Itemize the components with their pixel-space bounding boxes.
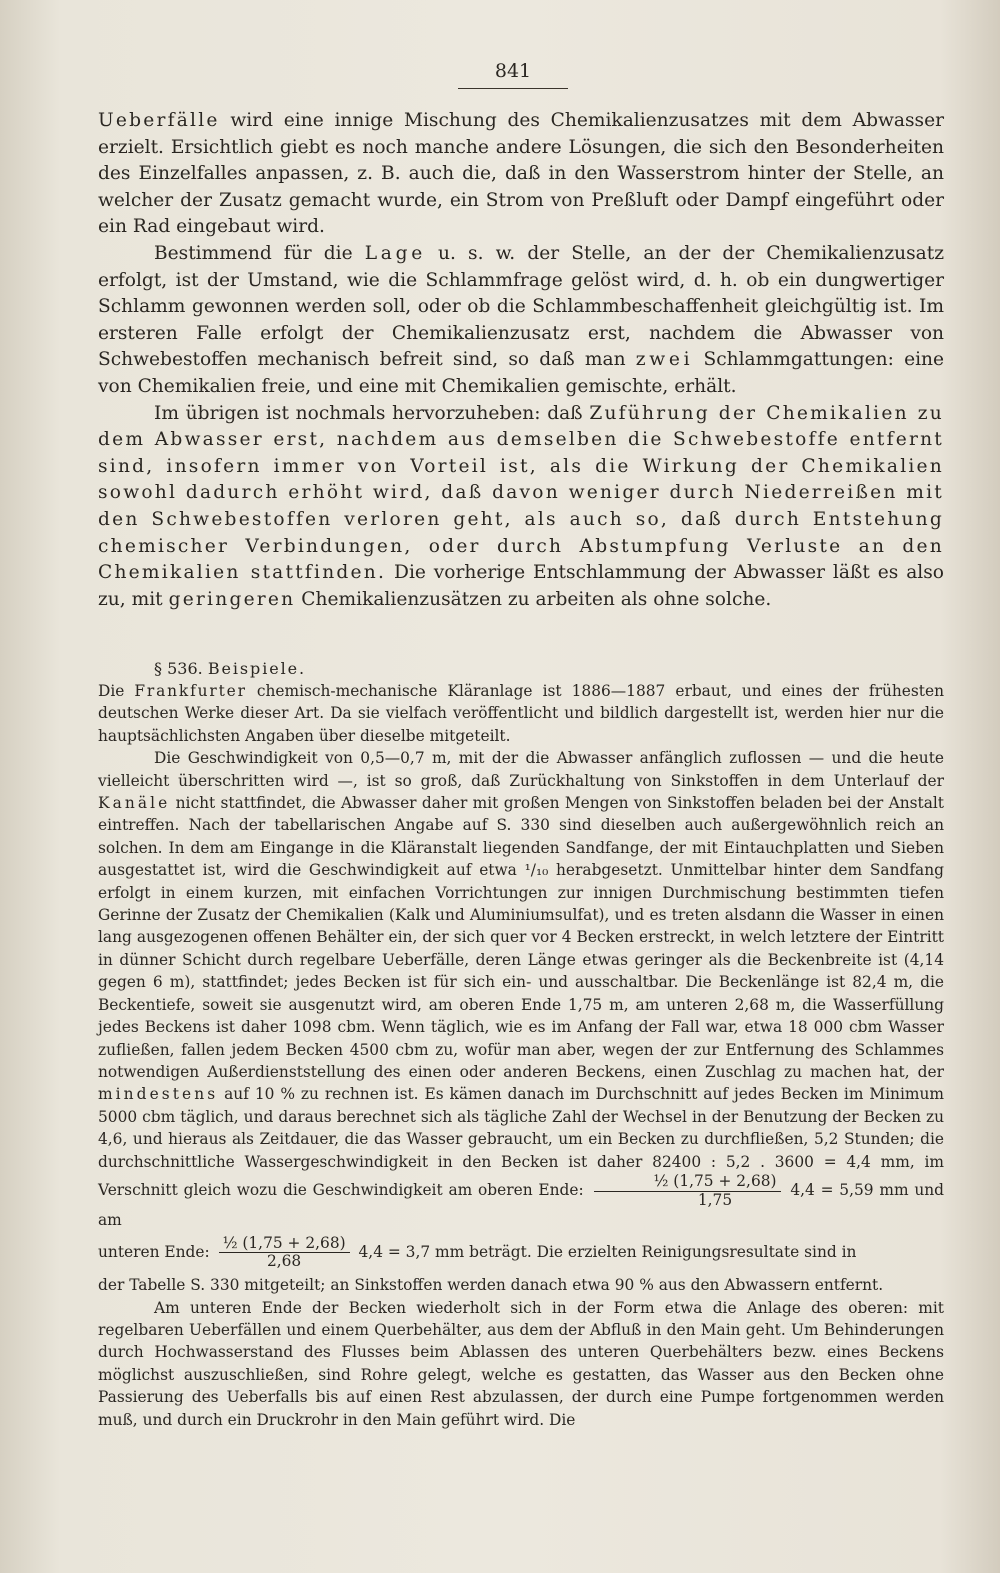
paragraph-frankfurter: Die Frankfurter chemisch-mechanische Kläranlage ist 1886—1887 erbaut, und eines der frühesten deutschen Werke dieser Art. Da sie vielfach veröffentlicht und bildlich dargestellt ist, werden hier nur die hauptsächlichsten Angaben über dieselbe mitgeteilt. [98,682,944,745]
page-number: 841 [458,60,568,89]
paragraph-lage: Bestimmend für die Lage u. s. w. der Stelle, an der der Chemikalienzusatz erfolgt, ist der Umstand, wie die Schlammfrage gelöst wird, d. h. ob ein dungwertiger Schlamm gewonnen werden soll, oder ob die Schlammbeschaffenheit gleichgültig ist. Im ersteren Falle erfolgt der Chemikalienzusatz erst, nachdem die Abwasser von Schwebestoffen mechanisch befreit sind, so daß man zwei Schlammgattungen: eine von Chemikalien freie, und eine mit Chemikalien gemischte, erhält. [98,242,945,397]
section-heading [98,658,944,680]
fraction-lower: $\frac{\text{½ (1,75 + 2,68)}}{2,68}$ [219,1235,350,1271]
section-number: § 536. [154,659,203,678]
equation-lower: unteren Ende: $\frac{\text{½ (1,75 + 2,68)}}{2,68}$ 4,4 = 3,7 mm beträgt. Die erzielten Reinigungsresultate sind in [98,1233,857,1271]
fraction-upper: $\frac{\text{½ (1,75 + 2,68)}}{1,75}$ [594,1173,781,1209]
large-print-section [98,108,944,613]
paragraph-ueberfaelle: Ueberfälle wird eine innige Mischung des Chemikalienzusatzes mit dem Abwasser erzielt. Ersichtlich giebt es noch manche andere Lösungen, die sich den Besonderheiten des Einzelfalles anpassen, z. B. auch die, daß in den Wasserstrom hinter der Stelle, an welcher der Zusatz gemacht wurde, ein Strom von Preßluft oder Dampf eingeführt oder ein Rad eingebaut wird. [98,110,944,238]
paragraph-geschwindigkeit: Die Geschwindigkeit von 0,5—0,7 m, mit der die Abwasser anfänglich zuflossen — und die heute vielleicht überschritten wird —, ist so groß, daß Zurückhaltung von Sinkstoffen in dem Unterlauf der Kanäle nicht stattfindet, die Abwasser daher mit großen Mengen von Sinkstoffen beladen bei der Anstalt eintreffen. Nach der tabellarischen Angabe auf S. 330 sind dieselben auch außergewöhnlich reich an solchen. In dem am Eingange in die Kläranstalt liegenden Sandfange, der mit Eintauchplatten und Sieben ausgestattet ist, wird die Geschwindigkeit auf etwa ¹/₁₀ herabgesetzt. Unmittelbar hinter dem Sandfang erfolgt in einem kurzen, mit einfachen Vorrichtungen zur innigen Durchmischung bestimmten tiefen Gerinne der Zusatz der Chemikalien (Kalk und Aluminiumsulfat), und es treten alsdann die Wasser in einen lang ausgezogenen offenen Behälter ein, der sich quer vor 4 Becken erstreckt, in welch letztere der Eintritt in dünner Schicht durch regelbare Ueberfälle, deren Länge etwas geringer als die Beckenbreite ist (4,14 gegen 6 m), stattfindet; jedes Becken ist für sich ein- und ausschaltbar. Die Beckenlänge ist 82,4 m, die Beckentiefe, soweit sie ausgenutzt wird, am oberen Ende 1,75 m, am unteren 2,68 m, die Wasserfüllung jedes Beckens ist daher 1098 cbm. Wenn täglich, wie es im Anfang der Fall war, etwa 18 000 cbm Wasser zufließen, fallen jedem Becken 4500 cbm zu, wofür man aber, wegen der zur Entfernung des Schlammes notwendigen Außerdienststellung des einen oder anderen Beckens, einen Zuschlag zu machen hat, der mindestens auf 10 % zu rechnen ist. Es kämen danach im Durchschnitt auf jedes Becken im Minimum 5000 cbm täglich, und daraus berechnet sich als tägliche Zahl der Wechsel in der Benutzung der Becken zu 4,6, und hieraus als Zeitdauer, die das Wasser gebraucht, um ein Becken zu durchfließen, 5,2 Stunden; die durchschnittliche Wassergeschwindigkeit in den Becken ist daher 82400 : 5,2 . 3600 = 4,4 mm, im Verschnitt gleich wozu die Geschwindigkeit am oberen Ende: $\frac{\text{½ (1,75 + 2,68)}}{1,75}$ 4,4 = 5,59 mm und am [98,749,945,1230]
paragraph-zufuehrung: Im übrigen ist nochmals hervorzuheben: daß Zuführung der Chemikalien zu dem Abwasser erst, nachdem aus demselben die Schwebestoffe entfernt sind, insofern immer von Vorteil ist, als die Wirkung der Chemikalien sowohl dadurch erhöht wird, daß davon weniger durch Niederreißen mit den Schwebestoffen verloren geht, als auch so, daß durch Entstehung chemischer Verbindungen, oder durch Abstumpfung Verluste an den Chemikalien stattfinden. Die vorherige Entschlammung der Abwasser läßt es also zu, mit geringeren Chemikalienzusätzen zu arbeiten als ohne solche. [98,402,944,610]
paragraph-unteres-ende: Am unteren Ende der Becken wiederholt sich in der Form etwa die Anlage des oberen: mit regelbaren Ueberfällen und einem Querbehälter, aus dem der Abfluß in den Main geht. Um Behinderungen durch Hochwasserstand des Flusses beim Ablassen des unteren Querbehälters bezw. eines Beckens möglichst auszuschließen, sind Rohre gelegt, welche es gestatten, das Wasser aus den Becken ohne Passierung des Ueberfalls bis auf einen Rest abzulassen, der durch eine Pumpe fortgenommen werden muß, und durch ein Druckrohr in den Main geführt wird. Die [98,1298,944,1429]
small-print-section [98,658,944,1431]
paragraph-tabelle: der Tabelle S. 330 mitgeteilt; an Sinkstoffen werden danach etwa 90 % aus den Abwassern entfernt. [98,1276,884,1295]
section-title: Beispiele. [207,659,307,678]
